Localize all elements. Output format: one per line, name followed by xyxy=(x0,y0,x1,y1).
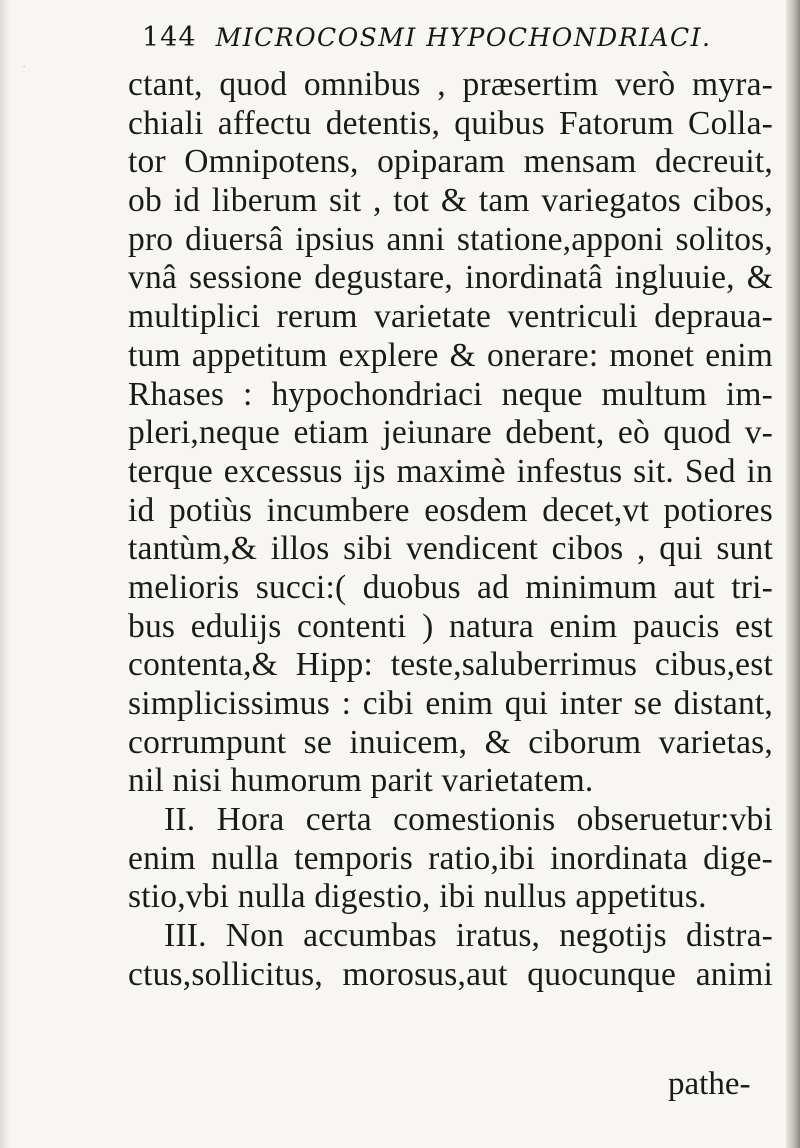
rule-heading-line: II. Hora certa comestionis obseruetur:vbi xyxy=(164,801,773,839)
running-title: MICROCOSMI HYPOCHONDRIACI. xyxy=(215,23,712,52)
text-line: Rhases : hypochondriaci neque multum im- xyxy=(128,375,773,413)
text-line: nil nisi humorum parit varietatem. xyxy=(128,762,594,800)
text-line: tum appetitum explere & onerare: monet enim xyxy=(128,336,773,374)
running-header xyxy=(142,22,762,62)
right-page-edge xyxy=(786,0,800,1148)
text-line: ctant, quod omnibus , præsertim verò myra- xyxy=(128,66,773,103)
text-line: melioris succi:( duobus ad minimum aut tri- xyxy=(128,568,773,606)
text-line: multiplici rerum varietate ventriculi deprauа- xyxy=(128,298,773,336)
text-line: pleri,neque etiam jeiunare debent, eò quod v- xyxy=(128,414,773,452)
text-line: contenta,& Hipp: teste,saluberrimus cibus,est xyxy=(128,646,773,684)
text-line: pro diuersâ ipsius anni statione,apponi solitos, xyxy=(128,220,773,258)
text-line: stio,vbi nulla digestio, ibi nullus appetitus. xyxy=(128,878,707,916)
text-line: tor Omnipotens, opiparam mensam decreuit, xyxy=(128,143,773,181)
catchword: pathe- xyxy=(668,1066,751,1102)
left-page-edge xyxy=(0,0,10,1148)
text-line: enim nulla temporis ratio,ibi inordinata dige- xyxy=(128,839,773,877)
rule-heading-line: III. Non accumbas iratus, negotijs distra- xyxy=(164,917,773,955)
text-line: vnâ sessione degustare, inordinatâ ingluuie, & xyxy=(128,259,773,297)
text-line: ctus,sollicitus, morosus,aut quocunque animi xyxy=(128,955,773,993)
text-line: ob id liberum sit , tot & tam variegatos cibos, xyxy=(128,182,773,220)
text-line: tantùm,& illos sibi vendicent cibos , qui sunt xyxy=(128,530,773,568)
text-line: terque excessus ijs maximè infestus sit. Sed in xyxy=(128,452,773,490)
text-line: bus edulijs contenti ) natura enim paucis est xyxy=(128,607,773,645)
text-line: id potiùs incumbere eosdem decet,vt potiores xyxy=(128,491,773,529)
main-text-block xyxy=(128,66,773,995)
text-line: chiali affectu detentis, quibus Fatorum Colla- xyxy=(128,104,773,142)
bleed-through-mark: · xyxy=(22,60,27,75)
text-line: simplicissimus : cibi enim qui inter se distant, xyxy=(128,685,773,722)
text-line: corrumpunt se inuicem, & ciborum varietas, xyxy=(128,723,773,761)
page-number: 144 xyxy=(142,22,197,53)
